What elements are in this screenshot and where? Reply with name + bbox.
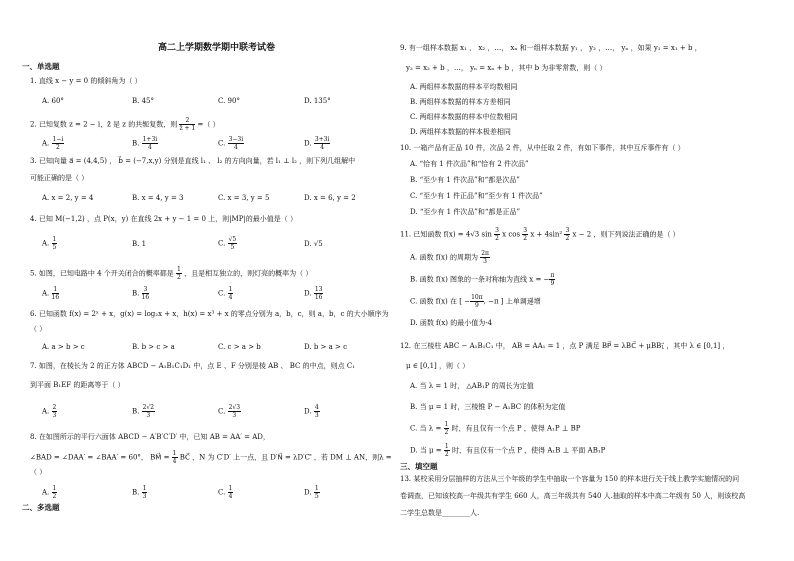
q6-option-d: D. b > a > c	[304, 343, 348, 351]
q7-option-c: C. $\frac{2√3}{3}$	[218, 404, 241, 419]
q3-option-d: D. x = 6, y = 2	[304, 194, 356, 202]
q2-option-c: C. $\frac{3-3i}{4}$	[218, 136, 244, 151]
q12-stem-2: μ ∈ [0,1] ，则（ ）	[406, 362, 470, 370]
q6-stem-2: （ ）	[30, 325, 47, 333]
q11-option-d: D. 函数 f(x) 的最小值为-4	[410, 319, 493, 327]
q2-option-a: A. $\frac{1-i}{2}$	[42, 136, 64, 151]
q2-stem-tail: =（ ）	[197, 120, 220, 129]
q6-option-b: B. b > c > a	[132, 343, 175, 351]
q9-option-b: B. 两组样本数据的样本方差相同	[410, 98, 511, 106]
q9-stem: 9. 有一组样本数据 x₁ ， x₂ ，…， xₙ 和一组样本数据 y₁ ， y₂ ，…， yₙ ，如果 y₁ = x₁ + b ，	[400, 44, 702, 52]
q8-option-b: B. $\frac{1}{3}$	[132, 485, 147, 500]
q9-option-c: C. 两组样本数据的样本中位数相同	[410, 113, 518, 121]
q1-option-c: C. 90°	[218, 97, 240, 105]
section-single-choice: 一、单选题	[22, 62, 60, 71]
q3-stem-2: 可能正确的是（ ）	[30, 174, 89, 182]
q5-stem: 5. 如图，已知电路中 4 个开关闭合的概率都是 $\frac{1}{2}$ ，且是相互独立的，则灯亮的概率为（ ）	[30, 266, 313, 281]
q10-option-c: C. “至少有 1 件正品”和“至少有 1 件次品”	[410, 192, 543, 200]
q12-option-b: B. 当 μ = 1 时，三棱锥 P − A₁BC 的体积为定值	[410, 403, 566, 411]
q5-option-d: D. $\frac{13}{16}$	[304, 286, 323, 301]
q9-option-a: A. 两组样本数据的样本平均数相同	[410, 83, 518, 91]
q4-option-a: A. $\frac{1}{5}$	[42, 236, 57, 251]
q2-stem-text: 2. 已知复数 z = 2 − i，z̄ 是 z 的共轭复数，则	[30, 120, 178, 129]
q8-option-d: D. $\frac{1}{5}$	[304, 485, 319, 500]
q3-option-b: B. x = 4, y = 3	[132, 194, 184, 202]
q7-stem-2: 到平面 B₁EF 的距离等于（ ）	[30, 381, 125, 389]
q10-option-d: D. “至少有 1 件次品”和“都是正品”	[410, 208, 521, 216]
q1-stem: 1. 直线 x − y = 0 的倾斜角为（ ）	[30, 77, 142, 85]
q3-stem: 3. 已知向量 a⃗ = (4,4,5) ， b⃗ = (−7,x,y) 分别是直线 l₁ 、 l₂ 的方向向量，若 l₁ ⊥ l₂ ，则下列几组解中	[30, 157, 356, 165]
q11-option-a: A. 函数 f(x) 的周期为 $\frac{2\pi}{3}$	[410, 250, 489, 265]
q3-option-c: C. x = 3, y = 5	[218, 194, 270, 202]
q7-option-b: B. $\frac{2√2}{3}$	[132, 404, 155, 419]
q7-stem: 7. 如图，在棱长为 2 的正方体 ABCD − A₁B₁C₁D₁ 中，点 E 、F 分别是棱 AB 、 BC 的中点，则点 C₁	[30, 362, 356, 370]
q5-option-a: A. $\frac{1}{16}$	[42, 286, 60, 301]
q10-option-a: A. “恰有 1 件次品”和“恰有 2 件次品”	[410, 160, 529, 168]
q4-stem: 4. 已知 M(−1,2) ，点 P(x，y) 在直线 2x + y − 1 = 0 上，则|MP|的最小值是（ ）	[30, 215, 297, 223]
q2-fraction: $\frac{2}{z̄ + 1}$	[179, 117, 196, 132]
q10-stem: 10. 一箱产品有正品 10 件，次品 2 件，从中任取 2 件，有如下事件，其中互斥事件有（ ）	[400, 144, 685, 152]
q8-stem-2: ∠BAD = ∠DAA′ = ∠BAA′ = 60°， BM⃗ = $\frac{1}{4}$ BC⃗ ，N 为 C′D′ 上一点，且 D′N⃗ = λD′C′⃗ ，若 DM ⊥ AN，则λ =	[30, 450, 392, 465]
q11-option-c: C. 函数 f(x) 在 [ − $\frac{10\pi}{9}$ , −π ] 上单调递增	[410, 294, 541, 309]
q4-option-b: B. 1	[132, 240, 147, 248]
q12-option-d: D. 当 μ = $\frac{1}{2}$ 时，有且仅有一个点 P ，使得 A₁B ⊥ 平面 AB₁P	[410, 443, 606, 458]
q9-option-d: D. 两组样本数据的样本极差相同	[410, 128, 511, 136]
q8-option-a: A. $\frac{1}{2}$	[42, 485, 57, 500]
q4-option-c: C. $\frac{√5}{5}$	[218, 236, 237, 251]
q8-stem: 8. 在如图所示的平行六面体 ABCD − A′B′C′D′ 中，已知 AB = AA′ = AD，	[30, 433, 270, 441]
q1-option-a: A. 60°	[42, 97, 64, 105]
q2-stem	[30, 117, 220, 132]
q5-option-c: C. $\frac{1}{4}$	[218, 286, 233, 301]
q13-line-1: 13. 某校采用分层抽样的方法从三个年级的学生中抽取一个容量为 150 的样本进行关于线上教学实施情况的问	[400, 475, 740, 483]
q6-option-a: A. a > b > c	[42, 343, 85, 351]
q5-option-b: B. $\frac{3}{16}$	[132, 286, 150, 301]
q12-stem: 12. 在三棱柱 ABC − A₁B₁C₁ 中， AB = AA₁ = 1 ，点 P 满足 BP⃗ = λBC⃗ + μBB₁⃗ ，其中 λ ∈ [0,1] ，	[400, 342, 730, 350]
q7-option-a: A. $\frac{2}{3}$	[42, 404, 57, 419]
section-fill-blank: 三、填空题	[400, 462, 438, 471]
q11-option-b: B. 函数 f(x) 图象的一条对称轴为直线 x = − $\frac{\pi}{9}$	[410, 272, 555, 287]
q12-option-c: C. 当 λ = $\frac{1}{2}$ 时，有且仅有一个点 P ，使得 A₁P ⊥ BP	[410, 421, 581, 436]
q4-option-d: D. √5	[304, 240, 323, 248]
q11-stem: 11. 已知函数 f(x) = 4√3 sin $\frac{3}{2}$ x cos $\frac{3}{2}$ x + 4sin² $\frac{3}{2}$ x − 2 ，则下列说法正确的是（ ）	[400, 227, 680, 242]
q6-option-c: C. c > a > b	[218, 343, 261, 351]
q12-option-a: A. 当 λ = 1 时， △AB₁P 的周长为定值	[410, 382, 534, 390]
exam-title: 高二上学期数学期中联考试卷	[158, 43, 276, 53]
q6-stem: 6. 已知函数 f(x) = 2ˣ + x，g(x) = log₂x + x，h(x) = x³ + x 的零点分别为 a，b，c，则 a，b，c 的大小顺序为	[30, 310, 389, 318]
q13-line-2: 卷调查，已知该校高一年级共有学生 660 人，高三年级共有 540 人.抽取的样本中高二年级有 50 人，则该校高	[400, 492, 746, 500]
q3-option-a: A. x = 2, y = 4	[42, 194, 94, 202]
q8-option-c: C. $\frac{1}{4}$	[218, 485, 233, 500]
q1-option-b: B. 45°	[132, 97, 155, 105]
q1-option-d: D. 135°	[304, 97, 331, 105]
section-multi-choice: 二、多选题	[22, 503, 60, 512]
q2-option-b: B. $\frac{1+3i}{4}$	[132, 136, 158, 151]
q2-option-d: D. $\frac{3+3i}{4}$	[304, 136, 330, 151]
q8-stem-3: （ ）	[30, 468, 47, 476]
q9-stem-2: y₂ = x₂ + b ，…， yₙ = xₙ + b ，其中 b 为非零常数，则（ ）	[406, 64, 607, 72]
q13-line-3: 二学生总数是________人.	[400, 509, 480, 517]
q10-option-b: B. “至少有 1 件次品”和“都是次品”	[410, 176, 520, 184]
q7-option-d: D. $\frac{4}{3}$	[304, 404, 319, 419]
